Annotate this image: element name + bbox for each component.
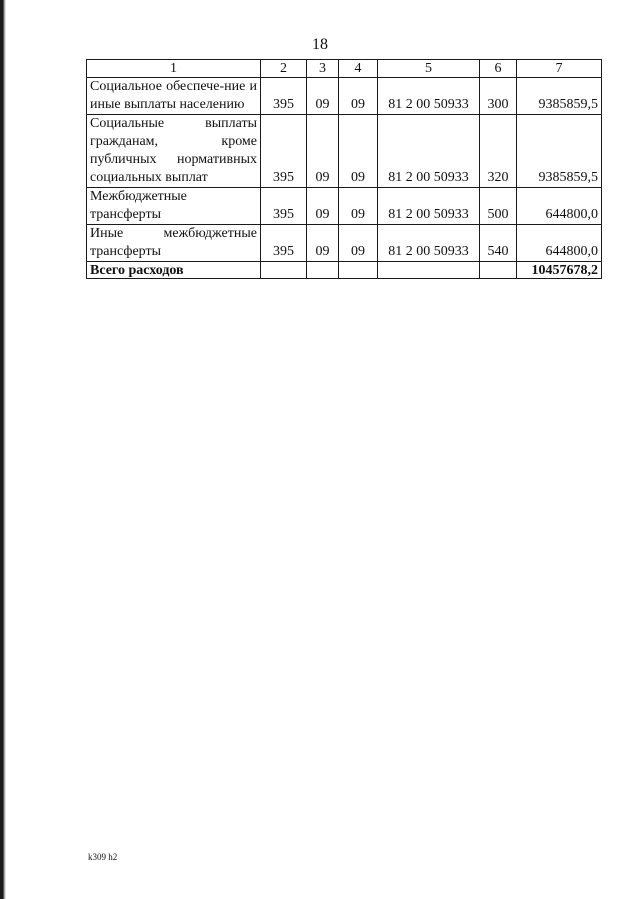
cell-type: 300: [480, 78, 517, 115]
table-row: [87, 115, 602, 188]
table-row: [87, 225, 602, 262]
cell-amount: 644800,0: [517, 188, 602, 225]
row-name: Социальное обеспече-ние и иные выплаты населению: [87, 78, 261, 115]
total-amount: 10457678,2: [517, 262, 602, 279]
cell-section: 09: [307, 225, 339, 262]
column-header: 7: [517, 60, 602, 78]
cell-target: 81 2 00 50933: [378, 115, 480, 188]
empty-cell: [378, 262, 480, 279]
empty-cell: [261, 262, 307, 279]
cell-section: 09: [307, 188, 339, 225]
cell-type: 320: [480, 115, 517, 188]
footer-code: k309 h2: [88, 852, 118, 862]
page-number: 18: [312, 36, 328, 53]
column-header: 5: [378, 60, 480, 78]
table-row: [87, 188, 602, 225]
cell-subsection: 09: [339, 78, 378, 115]
cell-target: 81 2 00 50933: [378, 225, 480, 262]
cell-target: 81 2 00 50933: [378, 188, 480, 225]
budget-table: [86, 59, 602, 279]
cell-type: 500: [480, 188, 517, 225]
scan-edge-shadow: [0, 0, 6, 899]
cell-subsection: 09: [339, 115, 378, 188]
cell-subsection: 09: [339, 188, 378, 225]
column-header: 4: [339, 60, 378, 78]
row-name: Иные межбюджетные трансферты: [87, 225, 261, 262]
column-header: 2: [261, 60, 307, 78]
cell-code: 395: [261, 188, 307, 225]
cell-code: 395: [261, 115, 307, 188]
cell-amount: 9385859,5: [517, 115, 602, 188]
column-header: 3: [307, 60, 339, 78]
empty-cell: [480, 262, 517, 279]
cell-section: 09: [307, 78, 339, 115]
cell-code: 395: [261, 78, 307, 115]
row-name: Социальные выплаты гражданам, кроме публичных нормативных социальных выплат: [87, 115, 261, 188]
column-header: 1: [87, 60, 261, 78]
cell-section: 09: [307, 115, 339, 188]
cell-subsection: 09: [339, 225, 378, 262]
cell-amount: 644800,0: [517, 225, 602, 262]
empty-cell: [307, 262, 339, 279]
cell-code: 395: [261, 225, 307, 262]
row-name: Межбюджетные трансферты: [87, 188, 261, 225]
table-header-row: [87, 60, 602, 78]
cell-amount: 9385859,5: [517, 78, 602, 115]
table-total-row: [87, 262, 602, 279]
cell-target: 81 2 00 50933: [378, 78, 480, 115]
column-header: 6: [480, 60, 517, 78]
cell-type: 540: [480, 225, 517, 262]
empty-cell: [339, 262, 378, 279]
table-row: [87, 78, 602, 115]
total-label: Всего расходов: [87, 262, 261, 279]
